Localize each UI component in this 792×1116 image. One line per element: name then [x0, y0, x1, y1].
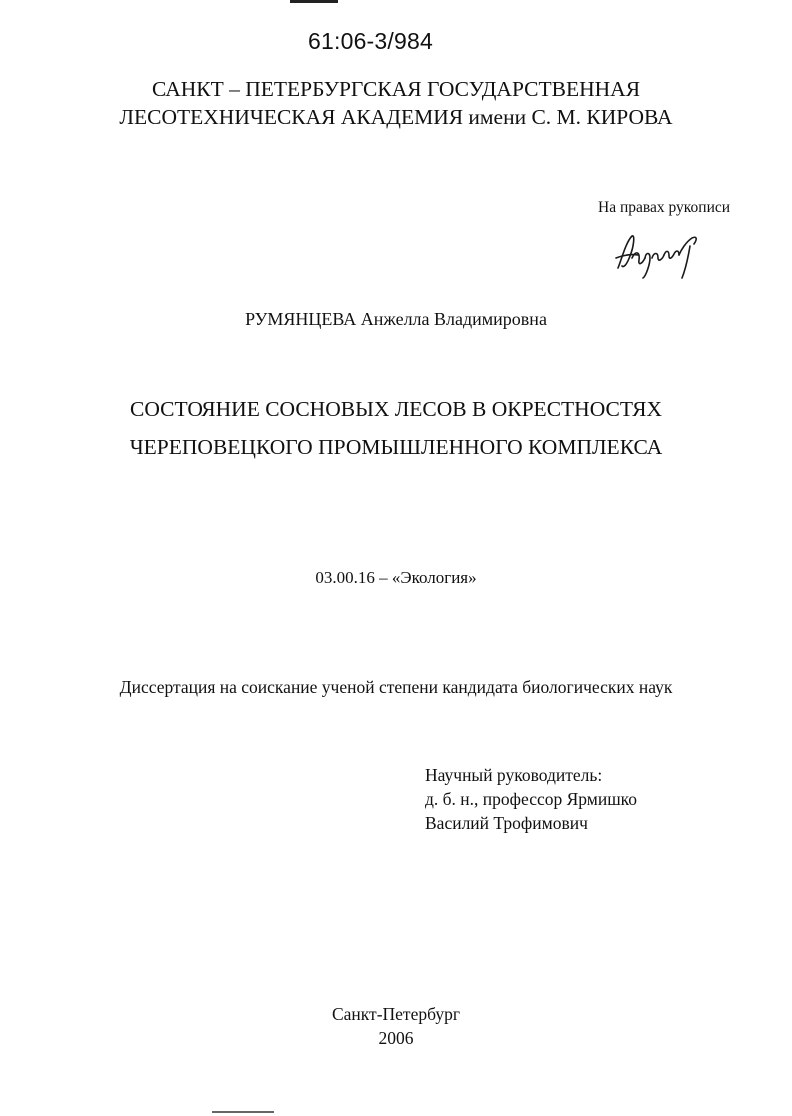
manuscript-rights-note: На правах рукописи: [598, 199, 731, 216]
dissertation-title: [0, 390, 792, 466]
scan-edge-mark-bottom: [212, 1111, 274, 1113]
signature-icon: [612, 228, 712, 280]
catalog-number: 61:06-3/984: [308, 28, 433, 54]
supervisor-label: Научный руководитель:: [425, 765, 603, 785]
title-line-1: СОСТОЯНИЕ СОСНОВЫХ ЛЕСОВ В ОКРЕСТНОСТЯХ: [130, 397, 662, 421]
institution-name: [0, 75, 792, 131]
author-name: РУМЯНЦЕВА Анжелла Владимировна: [245, 309, 547, 329]
specialty-code: 03.00.16 – «Экология»: [315, 568, 477, 587]
institution-line-2: ЛЕСОТЕХНИЧЕСКАЯ АКАДЕМИЯ имени С. М. КИРОВА: [119, 105, 673, 129]
year: 2006: [378, 1028, 414, 1048]
supervisor-title: д. б. н., профессор Ярмишко: [425, 789, 638, 809]
scan-edge-mark: [290, 0, 338, 3]
title-line-2: ЧЕРЕПОВЕЦКОГО ПРОМЫШЛЕННОГО КОМПЛЕКСА: [129, 435, 663, 459]
supervisor-name: Василий Трофимович: [425, 813, 588, 833]
city: Санкт-Петербург: [331, 1004, 461, 1024]
place-and-year: [0, 1002, 792, 1050]
scientific-supervisor: [425, 763, 637, 835]
institution-line-1: САНКТ – ПЕТЕРБУРГСКАЯ ГОСУДАРСТВЕННАЯ: [151, 77, 641, 101]
degree-statement: Диссертация на соискание ученой степени кандидата биологических наук: [119, 677, 673, 697]
